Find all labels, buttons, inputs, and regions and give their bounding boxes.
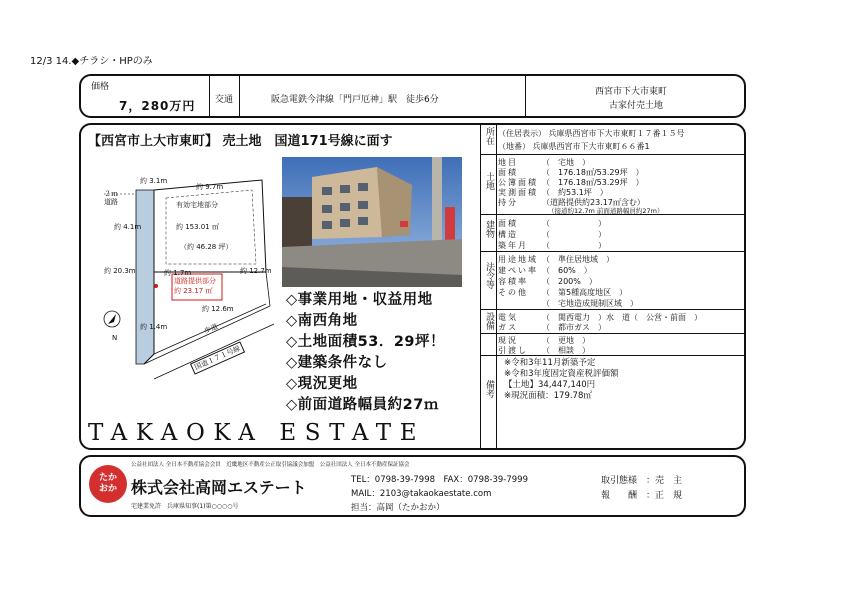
building-row-label: 築年月 bbox=[498, 241, 528, 250]
status-row-value: （ 更地 ） bbox=[542, 336, 590, 345]
company-mail: MAIL：2103@takaokaestate.com bbox=[351, 489, 492, 499]
address-label: （住居表示） bbox=[498, 129, 546, 138]
lot-value: 兵庫県西宮市下大市東町６６番1 bbox=[532, 142, 650, 151]
company-name: 株式会社高岡エステート bbox=[131, 478, 307, 497]
plan-dim-right: 約 12.7m bbox=[240, 267, 272, 275]
feature-item: ◇事業用地・収益用地 bbox=[286, 292, 433, 308]
law-row-value: （ 200% ） bbox=[542, 277, 597, 286]
site-plan bbox=[84, 164, 274, 394]
plan-dim-small: 約 1.7m bbox=[164, 269, 192, 277]
plan-effective-tsubo: （約 46.28 坪） bbox=[180, 243, 233, 251]
plan-dim-corner: 約 1.4m bbox=[140, 323, 168, 331]
law-row-label: 建ぺい率 bbox=[498, 266, 538, 275]
footer-box bbox=[79, 455, 746, 517]
utility-row-value: （ 関西電力 ）水 道（ 公営・前面 ） bbox=[542, 313, 702, 322]
feature-item: ◇前面道路幅員約27ｍ bbox=[286, 397, 439, 413]
remuneration bbox=[601, 488, 682, 501]
utility-row-label: ガス bbox=[498, 323, 518, 332]
company-license: 宅建業免許 兵庫県知事(1)第○○○○号 bbox=[131, 503, 239, 510]
property-type: 古家付売土地 bbox=[609, 101, 664, 111]
price-label: 価格 bbox=[91, 82, 110, 92]
company-tel: TEL：0798-39-7998 FAX：0798-39-7999 bbox=[351, 475, 528, 485]
plan-road-name: 国道１７１号線 bbox=[190, 341, 245, 374]
remark-line: ※令和3年度固定資産税評価額 bbox=[504, 369, 619, 379]
building-row-value: （ ） bbox=[542, 219, 606, 228]
plan-dim-left-upper: 約 4.1m bbox=[114, 223, 142, 231]
law-row-value: （ 宅地造成規制区域 ） bbox=[542, 299, 638, 308]
address-value: 兵庫県西宮市下大市東町１７番１５号 bbox=[548, 129, 685, 138]
land-row-label: 面積 bbox=[498, 168, 518, 177]
plan-dim-left: 約 20.3m bbox=[104, 267, 136, 275]
land-row-value: （ 約53.1坪 ） bbox=[542, 188, 608, 197]
land-row-value: （ 宅地 ） bbox=[542, 158, 590, 167]
remuneration-label: 報 酬 bbox=[601, 491, 638, 501]
feature-item: ◇現況更地 bbox=[286, 376, 358, 392]
building-row-value: （ ） bbox=[542, 241, 606, 250]
land-note: （接道約12.7m 前面道路幅員約27m） bbox=[548, 207, 664, 215]
law-row-value: （ 第5種高度地区 ） bbox=[542, 288, 628, 297]
property-photo-image bbox=[282, 157, 462, 287]
deal-type bbox=[601, 473, 682, 486]
feature-item: ◇土地面積53．29坪！ bbox=[286, 334, 446, 350]
law-row-label: 用途地域 bbox=[498, 255, 538, 264]
building-row-label: 構造 bbox=[498, 230, 518, 239]
section-address: 所在 bbox=[484, 127, 494, 145]
status-row-label: 引渡し bbox=[498, 346, 528, 355]
section-land: 土地 bbox=[484, 172, 494, 190]
feature-item: ◇南西角地 bbox=[286, 313, 358, 329]
land-row-label: 地目 bbox=[498, 158, 518, 167]
brand-name: TAKAOKA ESTATE bbox=[88, 420, 426, 446]
building-row-label: 面積 bbox=[498, 219, 518, 228]
plan-effective-m2: 約 153.01 ㎡ bbox=[176, 223, 219, 231]
section-building: 建物 bbox=[484, 220, 494, 238]
page-title: 【西宮市上大市東町】 売土地 国道171号線に面す bbox=[88, 134, 393, 149]
plan-setback: 道路提供部分 約 23.17 ㎡ bbox=[174, 277, 216, 295]
land-row-label: 公簿面積 bbox=[498, 178, 538, 187]
law-row-value: （ 準住居地域 ） bbox=[542, 255, 614, 264]
plan-effective-area: 有効宅地部分 bbox=[176, 201, 218, 209]
status-row-value: （ 相談 ） bbox=[542, 346, 590, 355]
header-note: 12/3 14.◆チラシ・HPのみ bbox=[30, 56, 153, 67]
feature-item: ◇建築条件なし bbox=[286, 355, 388, 371]
land-row-value: （ 176.18㎡/53.29坪 ） bbox=[542, 178, 644, 187]
company-logo: たか おか bbox=[89, 465, 127, 503]
remuneration-value: ：正 規 bbox=[646, 491, 683, 501]
remark-line: ※現況面積：179.78㎡ bbox=[504, 391, 592, 401]
feature-list bbox=[286, 290, 476, 416]
traffic-label: 交通 bbox=[215, 95, 234, 105]
plan-dim-front: 約 12.6m bbox=[202, 305, 234, 313]
plan-dim-top: 約 9.7m bbox=[196, 183, 224, 191]
plan-sidewalk: 歩道 bbox=[202, 322, 220, 336]
land-row-value: （道路提供約23.17㎡含む） bbox=[542, 198, 645, 207]
utility-row-label: 電気 bbox=[498, 313, 518, 322]
footer-association: 公益社団法人 全日本不動産協会会員 近畿地区不動産公正取引協議会加盟 公益社団法人 全日本不動産保証協会 bbox=[131, 462, 410, 468]
land-row-value: （ 176.18㎡/53.29坪 ） bbox=[542, 168, 644, 177]
law-row-label: その他 bbox=[498, 288, 528, 297]
status-row-label: 現況 bbox=[498, 336, 518, 345]
building-row-value: （ ） bbox=[542, 230, 606, 239]
price-traffic-box bbox=[79, 74, 746, 118]
section-remarks: 備考 bbox=[484, 380, 494, 398]
price-value: 7，280万円 bbox=[119, 99, 196, 113]
deal-type-label: 取引態様 bbox=[601, 476, 638, 486]
section-utility: 設備 bbox=[484, 312, 494, 330]
remarks bbox=[504, 358, 619, 402]
location-value: 西宮市下大市東町 bbox=[595, 87, 668, 97]
law-row-value: （ 60% ） bbox=[542, 266, 592, 275]
utility-row-value: （ 都市ガス ） bbox=[542, 323, 606, 332]
deal-type-value: ：売 主 bbox=[646, 476, 683, 486]
traffic-value: 阪急電鉄今津線「門戸厄神」駅 徒歩6分 bbox=[271, 95, 439, 105]
plan-road-left: ２ｍ道路 bbox=[104, 190, 118, 206]
remark-line: ※令和3年11月新築予定 bbox=[504, 358, 596, 368]
lot-label: （地番） bbox=[498, 142, 530, 151]
plan-dim-top-left: 約 3.1m bbox=[140, 177, 168, 185]
section-law: 法令等 bbox=[484, 262, 494, 289]
land-row-label: 持分 bbox=[498, 198, 518, 207]
remark-line: 【土地】34,447,140円 bbox=[504, 380, 596, 390]
plan-north: N bbox=[112, 334, 118, 342]
law-row-label: 容積率 bbox=[498, 277, 528, 286]
property-photo bbox=[282, 157, 462, 287]
company-staff: 担当：高岡（たかおか） bbox=[351, 503, 445, 513]
land-row-label: 実測面積 bbox=[498, 188, 538, 197]
